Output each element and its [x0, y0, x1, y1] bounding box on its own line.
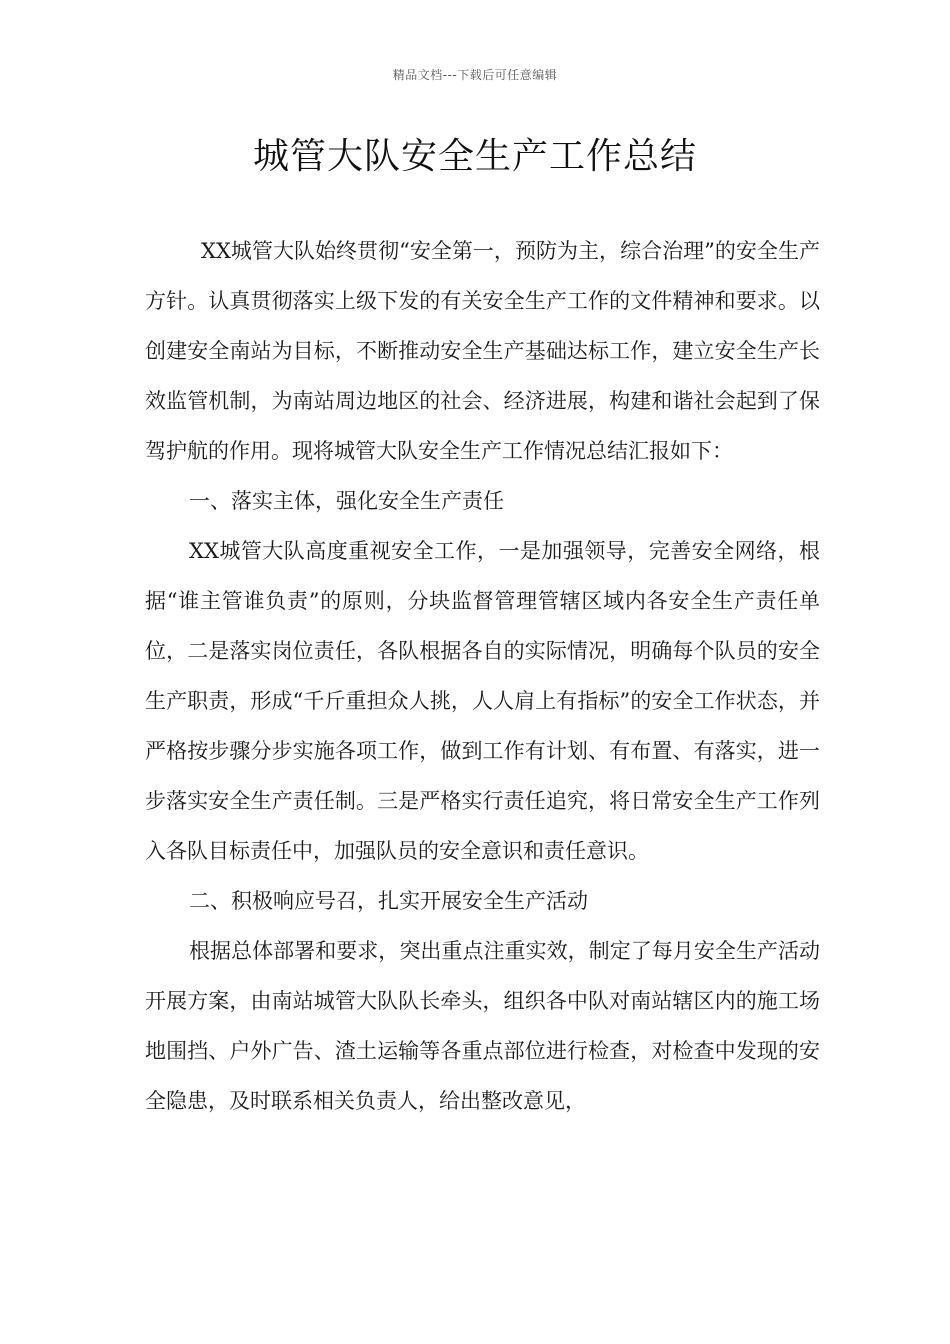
header-note: 精品文档---下载后可任意编辑: [392, 68, 558, 82]
section-heading-2: 二、积极响应号召，扎实开展安全生产活动: [189, 889, 588, 913]
section-2-paragraph: 根据总体部署和要求，突出重点注重实效，制定了每月安全生产活动开展方案，由南站城管大队队长牵头，组织各中队对南站辖区内的施工场地围挡、户外广告、渣土运输等各重点部位进行检查，对检查中发现的安全隐患，及时联系相关负责人，给出整改意见，: [145, 939, 820, 1113]
intro-paragraph: XX城管大队始终贯彻“安全第一，预防为主，综合治理”的安全生产方针。认真贯彻落实上级下发的有关安全生产工作的文件精神和要求。以创建安全南站为目标，不断推动安全生产基础达标工作，建立安全生产长效监管机制，为南站周边地区的社会、经济进展，构建和谐社会起到了保驾护航的作用。现将城管大队安全生产工作情况总结汇报如下：: [145, 239, 820, 463]
document-body: [145, 226, 820, 1126]
section-1-paragraph: XX城管大队高度重视安全工作，一是加强领导，完善安全网络，根据“谁主管谁负责”的原则，分块监督管理管辖区域内各安全生产责任单位，二是落实岗位责任，各队根据各自的实际情况，明确每个队员的安全生产职责，形成“千斤重担众人挑，人人肩上有指标”的安全工作状态，并严格按步骤分步实施各项工作，做到工作有计划、有布置、有落实，进一步落实安全生产责任制。三是严格实行责任追究，将日常安全生产工作列入各队目标责任中，加强队员的安全意识和责任意识。: [145, 539, 820, 863]
document-title: 城管大队安全生产工作总结: [252, 136, 697, 177]
section-heading-1: 一、落实主体，强化安全生产责任: [189, 489, 504, 513]
